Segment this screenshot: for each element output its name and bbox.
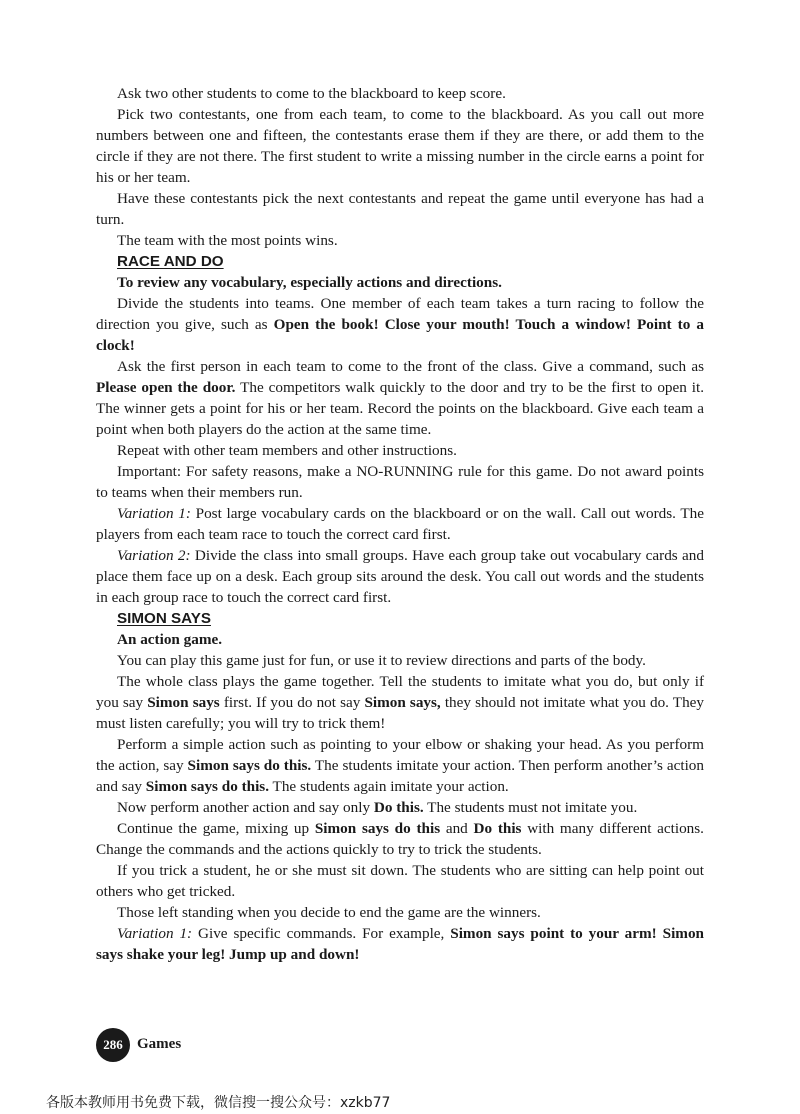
paragraph: Those left standing when you decide to end the game are the winners.: [117, 904, 541, 921]
bold-text: Simon says,: [364, 694, 441, 711]
paragraph: [96, 797, 704, 818]
text: Divide the class into small groups. Have each group take out vocabulary cards and place them face up on a desk. Each group sits around the desk. You call out words and the students in each group race to touch the correct card first.: [96, 547, 704, 606]
paragraph: [96, 545, 704, 608]
section-label: Games: [137, 1036, 182, 1052]
bold-text: Do this: [473, 820, 522, 837]
text: first. If you do not say: [219, 694, 365, 711]
bold-text: Simon says do this.: [145, 778, 270, 795]
text: Divide the students into teams. One member of each team takes a turn racing to follow the direction you give, such as: [96, 295, 704, 333]
variation-label: Variation 1:: [117, 925, 193, 942]
variation-label: Variation 2:: [117, 547, 191, 564]
bold-text: Simon says do this: [314, 820, 441, 837]
paragraph: [96, 293, 704, 356]
paragraph: You can play this game just for fun, or use it to review directions and parts of the body.: [117, 652, 646, 669]
text: Give specific commands. For example,: [192, 925, 451, 942]
bold-text: Do this.: [373, 799, 424, 816]
paragraph: Pick two contestants, one from each team, to come to the blackboard. As you call out more numbers between one and fifteen, the contestants erase them if they are there, or add them to the circle if they are not there. The first student to write a missing number in the circle earns a point for his or her team.: [96, 106, 704, 186]
bold-text: Open the book! Close your mouth! Touch a window! Point to a clock!: [96, 316, 704, 354]
text: The students must not imitate you.: [423, 799, 638, 816]
bold-text: Simon says do this.: [187, 757, 312, 774]
bold-text: Simon says: [147, 694, 220, 711]
text: with many different actions. Change the commands and the actions quickly to try to trick the students.: [96, 820, 704, 858]
variation-label: Variation 1:: [117, 505, 191, 522]
paragraph: [96, 356, 704, 440]
race-and-do-subtitle: To review any vocabulary, especially actions and directions.: [117, 274, 502, 291]
paragraph: Have these contestants pick the next contestants and repeat the game until everyone has had a turn.: [96, 190, 704, 228]
text: The students imitate your action. Then perform another’s action and say: [96, 757, 704, 795]
text: Continue the game, mixing up: [117, 820, 315, 837]
paragraph: [96, 734, 704, 797]
text: Post large vocabulary cards on the blackboard or on the wall. Call out words. The players from each team race to touch the correct card first.: [96, 505, 704, 543]
bold-text: Please open the door.: [96, 379, 236, 396]
paragraph: [96, 818, 704, 860]
text: The students again imitate your action.: [269, 778, 509, 795]
paragraph: Repeat with other team members and other instructions.: [117, 442, 457, 459]
paragraph: If you trick a student, he or she must sit down. The students who are sitting can help point out others who get tricked.: [96, 862, 704, 900]
text: Ask the first person in each team to come to the front of the class. Give a command, such as: [117, 358, 704, 375]
text: they should not imitate what you do. They must listen carefully; you will try to trick them!: [96, 694, 705, 732]
simon-says-heading: SIMON SAYS: [117, 610, 211, 627]
paragraph: Important: For safety reasons, make a NO-RUNNING rule for this game. Do not award points to teams when their members run.: [96, 463, 704, 501]
text: The competitors walk quickly to the door and try to be the first to open it. The winner gets a point for his or her team. Record the points on the blackboard. Give each team a point when both players do the action at the same time.: [96, 379, 704, 438]
text: Now perform another action and say only: [117, 799, 374, 816]
paragraph: [96, 923, 704, 965]
text: and: [440, 820, 474, 837]
page-body: [96, 83, 704, 965]
race-and-do-heading: RACE AND DO: [117, 253, 224, 270]
paragraph: Ask two other students to come to the blackboard to keep score.: [117, 85, 506, 102]
paragraph: The team with the most points wins.: [117, 232, 338, 249]
paragraph: [96, 503, 704, 545]
bold-text: Simon says point to your arm! Simon says shake your leg! Jump up and down!: [96, 925, 704, 963]
page-number-badge: 286: [96, 1028, 130, 1062]
watermark-text: 各版本教师用书免费下载，微信搜一搜公众号：xzkb77: [46, 1095, 391, 1111]
simon-says-subtitle: An action game.: [117, 631, 223, 648]
text: The whole class plays the game together. Tell the students to imitate what you do, but only if you say: [96, 673, 704, 711]
text: Perform a simple action such as pointing to your elbow or shaking your head. As you perform the action, say: [96, 736, 704, 774]
paragraph: [96, 671, 704, 734]
